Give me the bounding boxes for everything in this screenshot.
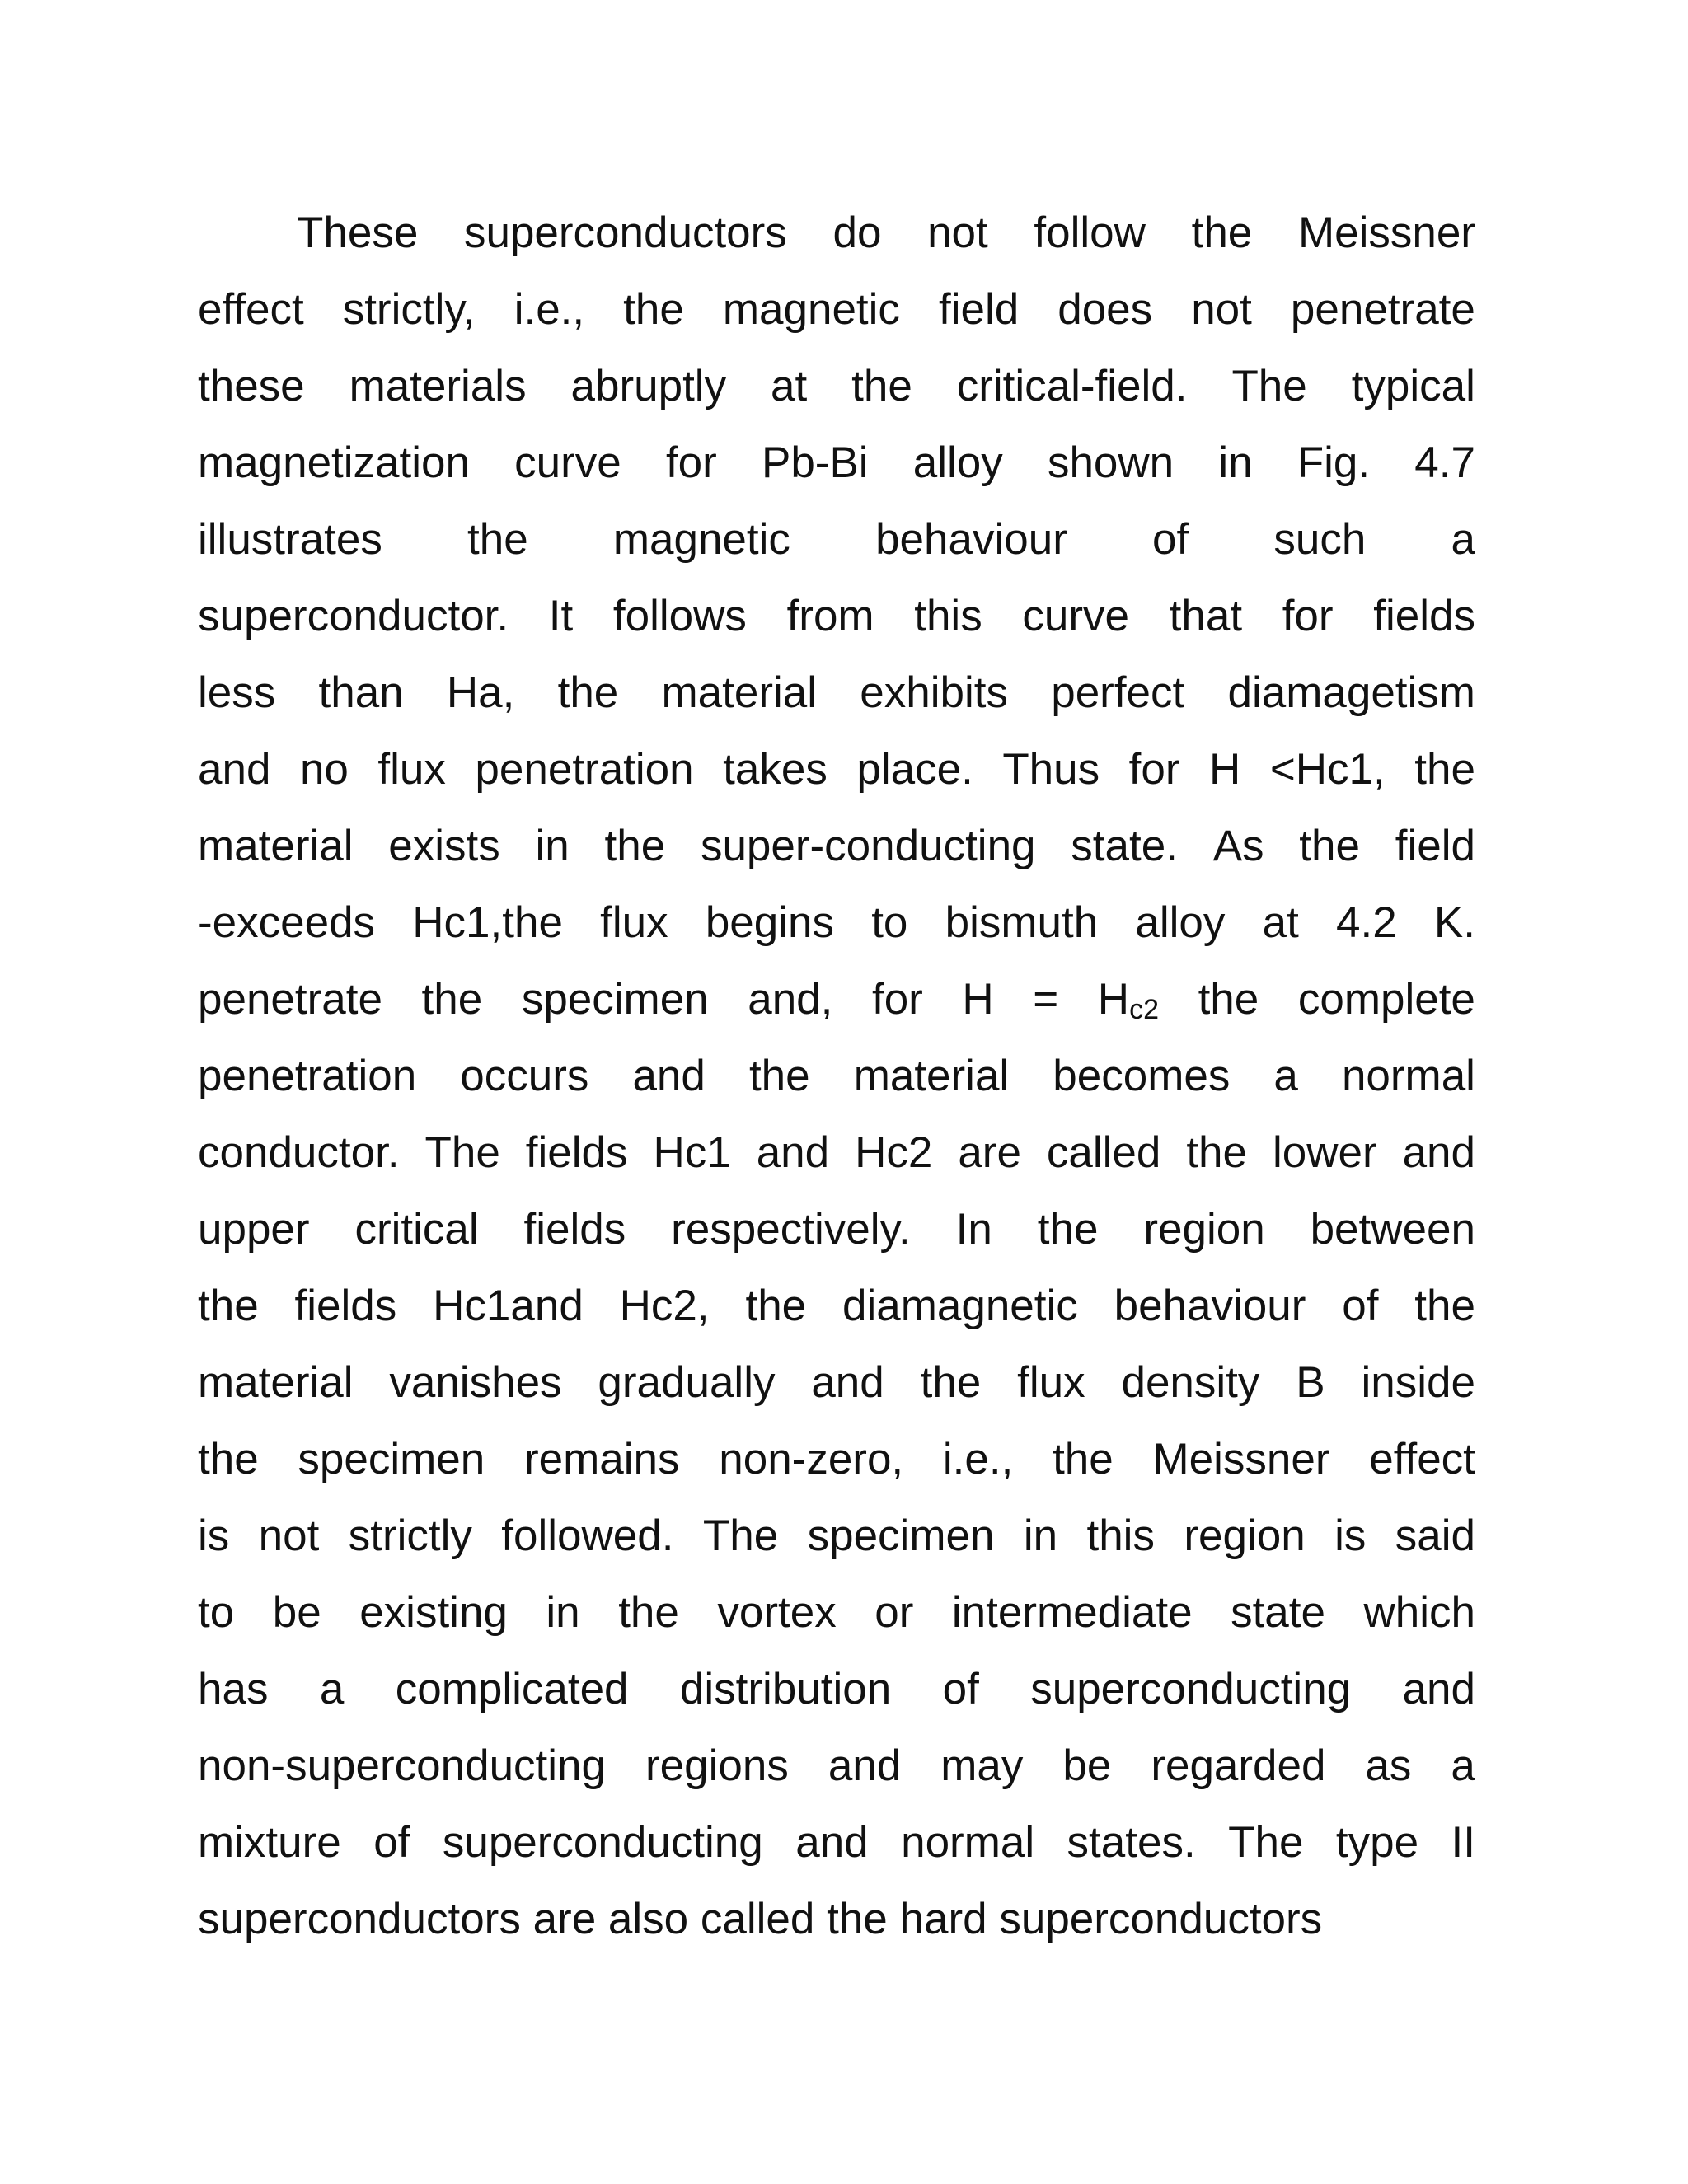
word: flux <box>377 745 446 794</box>
word: regions <box>645 1741 789 1790</box>
word: for <box>665 438 717 487</box>
word: the <box>745 1282 807 1330</box>
word: As <box>1212 822 1264 870</box>
word: Meissner <box>1152 1435 1330 1483</box>
word: These <box>297 209 419 257</box>
word: of <box>942 1665 979 1713</box>
word: Hc2 <box>855 1128 933 1177</box>
word: no <box>299 745 349 794</box>
word: the <box>1198 975 1259 1024</box>
word: H <box>962 975 994 1024</box>
word: exists <box>388 822 500 870</box>
word: Hc2, <box>619 1282 710 1330</box>
text-line <box>198 1421 1475 1497</box>
word: complete <box>1297 975 1475 1024</box>
text-line <box>198 271 1475 348</box>
word: strictly, <box>342 285 476 334</box>
word: and <box>198 745 271 794</box>
word: Thus <box>1002 745 1100 794</box>
word: the <box>618 1588 679 1637</box>
word: exhibits <box>860 668 1008 717</box>
word: followed. <box>501 1511 674 1560</box>
word: effect <box>1369 1435 1475 1483</box>
word: superconductors <box>463 209 787 257</box>
word: has <box>198 1665 269 1713</box>
word: material <box>853 1052 1010 1100</box>
word: region <box>1143 1205 1265 1254</box>
word: and, <box>748 975 833 1024</box>
text-line <box>198 501 1475 578</box>
word: density <box>1121 1358 1260 1407</box>
word: fields <box>525 1128 628 1177</box>
word: material <box>198 822 354 870</box>
word: specimen <box>298 1435 485 1483</box>
word: Hc1and <box>433 1282 584 1330</box>
word: normal <box>1341 1052 1475 1100</box>
word: superconducting <box>442 1818 763 1867</box>
word: for <box>871 975 923 1024</box>
word: critical-field. <box>956 362 1188 410</box>
word: is <box>198 1511 230 1560</box>
word: not <box>258 1511 320 1560</box>
word: to <box>871 898 908 947</box>
word: the <box>604 822 666 870</box>
word: or <box>874 1588 914 1637</box>
word: penetrate <box>1290 285 1475 334</box>
word: field <box>938 285 1020 334</box>
word: magnetic <box>612 515 790 564</box>
word: and <box>1402 1128 1475 1177</box>
word: states. <box>1067 1818 1196 1867</box>
word: the <box>198 1435 259 1483</box>
text-line <box>198 1804 1475 1881</box>
word: In <box>955 1205 992 1254</box>
word: the <box>623 285 684 334</box>
word: do <box>832 209 882 257</box>
word: and <box>795 1818 869 1867</box>
word: the <box>1414 745 1475 794</box>
word: the <box>1414 1282 1475 1330</box>
text-line <box>198 961 1475 1038</box>
word: lower <box>1272 1128 1377 1177</box>
word: as <box>1365 1741 1412 1790</box>
word: typical <box>1351 362 1475 410</box>
word: from <box>786 592 874 640</box>
word: the <box>1299 822 1360 870</box>
text-line <box>198 1344 1475 1421</box>
word: superconducting <box>1030 1665 1352 1713</box>
word: Hc1 <box>653 1128 731 1177</box>
word: which <box>1363 1588 1475 1637</box>
word: begins <box>705 898 834 947</box>
word: penetration <box>198 1052 417 1100</box>
word: effect <box>198 285 304 334</box>
word: follows <box>612 592 747 640</box>
word: mixture <box>198 1818 341 1867</box>
word: becomes <box>1053 1052 1231 1100</box>
word: the <box>1053 1435 1114 1483</box>
word: and <box>828 1741 902 1790</box>
word: of <box>373 1818 410 1867</box>
word: i.e., <box>942 1435 1014 1483</box>
word: state <box>1231 1588 1325 1637</box>
word: H <box>1209 745 1241 794</box>
word: fields <box>1373 592 1475 640</box>
word: a <box>319 1665 345 1713</box>
word: than <box>318 668 404 717</box>
word: not <box>1191 285 1252 334</box>
word: place. <box>856 745 973 794</box>
text-line <box>198 1881 1475 1957</box>
word: inside <box>1361 1358 1475 1407</box>
word: these <box>198 362 305 410</box>
word: material <box>661 668 818 717</box>
word: occurs <box>460 1052 589 1100</box>
word: regarded <box>1151 1741 1326 1790</box>
word: the <box>1037 1205 1099 1254</box>
word: superconductors <box>999 1895 1323 1943</box>
word: The <box>1228 1818 1304 1867</box>
word: <Hc1, <box>1269 745 1386 794</box>
word: the <box>421 975 483 1024</box>
text-line <box>198 348 1475 424</box>
word: vanishes <box>389 1358 562 1407</box>
word: illustrates <box>198 515 382 564</box>
word: penetrate <box>198 975 382 1024</box>
word: existing <box>359 1588 508 1637</box>
text-line <box>198 1497 1475 1574</box>
word: the <box>827 1895 888 1943</box>
word: Meissner <box>1297 209 1475 257</box>
word: = <box>1033 975 1059 1024</box>
word: behaviour <box>875 515 1067 564</box>
word: diamagnetic <box>842 1282 1078 1330</box>
word: the <box>557 668 619 717</box>
word: in <box>1023 1511 1058 1560</box>
word: superconductors <box>198 1895 521 1943</box>
text-line <box>198 1651 1475 1727</box>
word: may <box>940 1741 1024 1790</box>
word: flux <box>600 898 668 947</box>
word: the <box>1186 1128 1247 1177</box>
word: be <box>1062 1741 1112 1790</box>
word: such <box>1273 515 1367 564</box>
subscript: c2 <box>1129 994 1159 1025</box>
word: and <box>632 1052 706 1100</box>
word: follow <box>1034 209 1146 257</box>
text-line <box>198 1574 1475 1651</box>
word: that <box>1169 592 1243 640</box>
word: specimen <box>521 975 709 1024</box>
word: said <box>1395 1511 1475 1560</box>
word: respectively. <box>671 1205 911 1254</box>
word: alloy <box>912 438 1003 487</box>
word: shown <box>1047 438 1175 487</box>
text-line <box>198 731 1475 808</box>
word: field <box>1395 822 1475 870</box>
word: takes <box>723 745 828 794</box>
word: to <box>198 1588 235 1637</box>
text-line <box>198 1268 1475 1344</box>
word: curve <box>1022 592 1129 640</box>
word: non-zero, <box>719 1435 904 1483</box>
word: i.e., <box>513 285 585 334</box>
text-line <box>198 808 1475 884</box>
word: complicated <box>395 1665 629 1713</box>
word: superconductor. <box>198 592 509 640</box>
word: fields <box>294 1282 397 1330</box>
word: and <box>756 1128 830 1177</box>
body-paragraph <box>198 194 1475 1957</box>
word: are <box>532 1895 597 1943</box>
word: 4.7 <box>1414 438 1475 487</box>
word: fields <box>523 1205 626 1254</box>
word: in <box>546 1588 580 1637</box>
word: penetration <box>475 745 694 794</box>
word: also <box>607 1895 689 1943</box>
word: magnetic <box>722 285 900 334</box>
text-line <box>198 884 1475 961</box>
word: less <box>198 668 276 717</box>
word: non-superconducting <box>198 1741 607 1790</box>
text-line <box>198 654 1475 731</box>
word: magnetization <box>198 438 470 487</box>
word: a <box>1451 1741 1475 1790</box>
word: region <box>1184 1511 1306 1560</box>
word: intermediate <box>951 1588 1193 1637</box>
text-line <box>198 424 1475 501</box>
word: called <box>1046 1128 1161 1177</box>
word: of <box>1152 515 1189 564</box>
text-line <box>198 1038 1475 1114</box>
word: It <box>548 592 574 640</box>
word: materials <box>349 362 527 410</box>
word: Hc2 <box>1097 975 1159 1025</box>
word: this <box>914 592 982 640</box>
word: called <box>700 1895 815 1943</box>
text-line <box>198 194 1475 271</box>
word: hard <box>899 1895 987 1943</box>
word: critical <box>354 1205 479 1254</box>
word: state. <box>1071 822 1178 870</box>
word: flux <box>1017 1358 1085 1407</box>
word: -exceeds <box>198 898 376 947</box>
word: abruptly <box>570 362 727 410</box>
word: a <box>1451 515 1475 564</box>
word: normal <box>901 1818 1035 1867</box>
word: B <box>1296 1358 1325 1407</box>
word: vortex <box>717 1588 837 1637</box>
word: Pb-Bi <box>761 438 869 487</box>
word: not <box>927 209 988 257</box>
word: are <box>958 1128 1021 1177</box>
word: super-conducting <box>700 822 1036 870</box>
word: specimen <box>807 1511 995 1560</box>
text-line <box>198 1114 1475 1191</box>
word: of <box>1342 1282 1379 1330</box>
word: upper <box>198 1205 310 1254</box>
word: in <box>1218 438 1253 487</box>
word: the <box>1191 209 1253 257</box>
word: alloy <box>1135 898 1226 947</box>
word: a <box>1273 1052 1298 1100</box>
word: and <box>1402 1665 1475 1713</box>
word: gradually <box>598 1358 776 1407</box>
word: between <box>1310 1205 1475 1254</box>
word: diamagetism <box>1227 668 1475 717</box>
word: in <box>535 822 570 870</box>
word: bismuth <box>945 898 1099 947</box>
word: behaviour <box>1114 1282 1306 1330</box>
text-line <box>198 578 1475 654</box>
word: for <box>1282 592 1334 640</box>
word: does <box>1057 285 1153 334</box>
text-line <box>198 1727 1475 1804</box>
text-line <box>198 1191 1475 1268</box>
word: remains <box>524 1435 680 1483</box>
word: Fig. <box>1296 438 1371 487</box>
word: be <box>272 1588 321 1637</box>
word: distribution <box>679 1665 892 1713</box>
word: for <box>1128 745 1180 794</box>
word: II <box>1451 1818 1475 1867</box>
word: this <box>1086 1511 1155 1560</box>
word: perfect <box>1051 668 1185 717</box>
word: the <box>198 1282 259 1330</box>
word: Hc1,the <box>412 898 563 947</box>
word: type <box>1335 1818 1419 1867</box>
word: the <box>748 1052 810 1100</box>
word: conductor. <box>198 1128 400 1177</box>
word: is <box>1334 1511 1367 1560</box>
word: the <box>851 362 912 410</box>
word: K. <box>1433 898 1475 947</box>
word: curve <box>514 438 621 487</box>
word: at <box>771 362 808 410</box>
word: the <box>920 1358 982 1407</box>
word: and <box>811 1358 884 1407</box>
word: Ha, <box>446 668 515 717</box>
word: the <box>467 515 528 564</box>
word: The <box>424 1128 500 1177</box>
word: strictly <box>348 1511 472 1560</box>
word: The <box>1231 362 1307 410</box>
word: 4.2 <box>1336 898 1397 947</box>
word: at <box>1262 898 1299 947</box>
word: material <box>198 1358 354 1407</box>
word: The <box>702 1511 779 1560</box>
